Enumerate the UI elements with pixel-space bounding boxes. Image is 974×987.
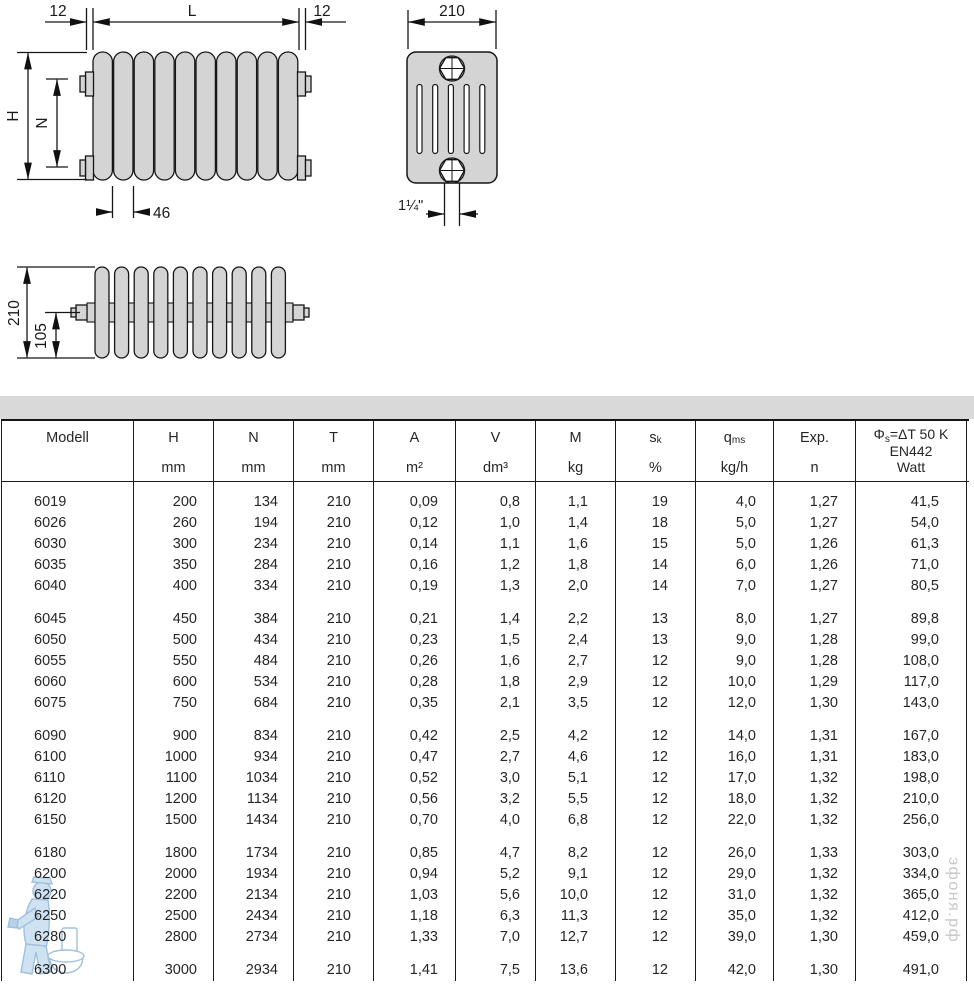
table-row (1, 555, 969, 576)
model-cell: 6100 (1, 747, 134, 768)
value-cell: 3,2 (456, 789, 536, 810)
value-cell: 0,56 (374, 789, 456, 810)
unit-t: mm (294, 454, 374, 481)
value-cell: 17,0 (696, 768, 774, 789)
table-row (1, 948, 969, 981)
table-row (1, 810, 969, 831)
value-cell: 29,0 (696, 864, 774, 885)
value-cell: 1,26 (774, 555, 856, 576)
value-cell: 1,32 (774, 906, 856, 927)
unit-m: kg (536, 454, 616, 481)
value-cell: 6,3 (456, 906, 536, 927)
model-cell: 6090 (1, 714, 134, 747)
value-cell: 13 (616, 597, 696, 630)
model-cell: 6060 (1, 672, 134, 693)
value-cell: 13 (616, 630, 696, 651)
value-cell: 2,7 (456, 747, 536, 768)
model-cell: 6110 (1, 768, 134, 789)
value-cell: 3,0 (456, 768, 536, 789)
front-view-diagram (5, 3, 346, 222)
value-cell: 12 (616, 693, 696, 714)
value-cell: 1,8 (536, 555, 616, 576)
site-watermark: эфоня.рф (945, 857, 962, 944)
value-cell: 210 (294, 927, 374, 948)
value-cell: 42,0 (696, 948, 774, 981)
value-cell: 1,4 (536, 513, 616, 534)
table-body (1, 482, 969, 981)
value-cell: 1734 (214, 831, 294, 864)
value-cell: 210 (294, 672, 374, 693)
value-cell: 1,1 (536, 482, 616, 513)
value-cell: 2000 (134, 864, 214, 885)
dim-label-L: L (187, 3, 197, 20)
value-cell: 350 (134, 555, 214, 576)
value-cell: 1,03 (374, 885, 456, 906)
table-row (1, 672, 969, 693)
value-cell: 0,28 (374, 672, 456, 693)
value-cell: 334 (214, 576, 294, 597)
value-cell: 117,0 (856, 672, 967, 693)
model-cell: 6040 (1, 576, 134, 597)
value-cell: 14,0 (696, 714, 774, 747)
spec-table (1, 419, 969, 981)
model-cell: 6050 (1, 630, 134, 651)
value-cell: 1,29 (774, 672, 856, 693)
value-cell: 384 (214, 597, 294, 630)
value-cell: 41,5 (856, 482, 967, 513)
value-cell: 1,6 (536, 534, 616, 555)
value-cell: 1,26 (774, 534, 856, 555)
value-cell: 1,28 (774, 630, 856, 651)
value-cell: 6,0 (696, 555, 774, 576)
table-row (1, 534, 969, 555)
table-header (1, 421, 969, 482)
value-cell: 1,27 (774, 513, 856, 534)
value-cell: 1800 (134, 831, 214, 864)
value-cell: 0,09 (374, 482, 456, 513)
value-cell: 1100 (134, 768, 214, 789)
value-cell: 750 (134, 693, 214, 714)
value-cell: 2934 (214, 948, 294, 981)
value-cell: 1,18 (374, 906, 456, 927)
value-cell: 210 (294, 513, 374, 534)
value-cell: 2,5 (456, 714, 536, 747)
value-cell: 210 (294, 482, 374, 513)
table-row (1, 789, 969, 810)
value-cell: 8,2 (536, 831, 616, 864)
value-cell: 11,3 (536, 906, 616, 927)
value-cell: 167,0 (856, 714, 967, 747)
value-cell: 71,0 (856, 555, 967, 576)
value-cell: 8,0 (696, 597, 774, 630)
value-cell: 1,30 (774, 693, 856, 714)
model-cell: 6300 (1, 948, 134, 981)
value-cell: 210 (294, 597, 374, 630)
value-cell: 2,7 (536, 651, 616, 672)
dim-label-210-side: 210 (439, 3, 465, 20)
value-cell: 1,2 (456, 555, 536, 576)
table-row (1, 576, 969, 597)
value-cell: 12 (616, 864, 696, 885)
value-cell: 15 (616, 534, 696, 555)
hex-plug-top (440, 56, 465, 81)
header-a: A (374, 421, 456, 454)
unit-h: mm (134, 454, 214, 481)
dim-label-N: N (34, 117, 51, 129)
value-cell: 600 (134, 672, 214, 693)
value-cell: 16,0 (696, 747, 774, 768)
value-cell: 1000 (134, 747, 214, 768)
value-cell: 194 (214, 513, 294, 534)
value-cell: 0,21 (374, 597, 456, 630)
header-h: H (134, 421, 214, 454)
value-cell: 0,94 (374, 864, 456, 885)
header-t: T (294, 421, 374, 454)
top-view-body (71, 267, 309, 358)
model-cell: 6250 (1, 906, 134, 927)
value-cell: 434 (214, 630, 294, 651)
value-cell: 303,0 (856, 831, 967, 864)
value-cell: 7,5 (456, 948, 536, 981)
value-cell: 12,7 (536, 927, 616, 948)
value-cell: 12,0 (696, 693, 774, 714)
unit-a: m² (374, 454, 456, 481)
unit-v: dm³ (456, 454, 536, 481)
value-cell: 256,0 (856, 810, 967, 831)
value-cell: 0,16 (374, 555, 456, 576)
value-cell: 210 (294, 810, 374, 831)
value-cell: 1034 (214, 768, 294, 789)
value-cell: 26,0 (696, 831, 774, 864)
value-cell: 10,0 (696, 672, 774, 693)
value-cell: 210 (294, 948, 374, 981)
value-cell: 412,0 (856, 906, 967, 927)
value-cell: 210 (294, 534, 374, 555)
value-cell: 12 (616, 789, 696, 810)
value-cell: 12 (616, 672, 696, 693)
value-cell: 210 (294, 885, 374, 906)
value-cell: 2,1 (456, 693, 536, 714)
unit-qms: kg/h (696, 454, 774, 481)
value-cell: 99,0 (856, 630, 967, 651)
value-cell: 0,70 (374, 810, 456, 831)
value-cell: 684 (214, 693, 294, 714)
value-cell: 1,30 (774, 927, 856, 948)
table-row (1, 927, 969, 948)
header-exp: Exp. (774, 421, 856, 454)
value-cell: 0,26 (374, 651, 456, 672)
value-cell: 0,85 (374, 831, 456, 864)
value-cell: 210 (294, 906, 374, 927)
value-cell: 5,0 (696, 513, 774, 534)
value-cell: 6,8 (536, 810, 616, 831)
value-cell: 0,19 (374, 576, 456, 597)
table-row (1, 597, 969, 630)
value-cell: 5,2 (456, 864, 536, 885)
value-cell: 12 (616, 651, 696, 672)
dim-label-210-top: 210 (6, 300, 23, 326)
value-cell: 1,28 (774, 651, 856, 672)
table-row (1, 885, 969, 906)
value-cell: 143,0 (856, 693, 967, 714)
table-row (1, 513, 969, 534)
model-cell: 6150 (1, 810, 134, 831)
value-cell: 300 (134, 534, 214, 555)
value-cell: 2,9 (536, 672, 616, 693)
value-cell: 1,32 (774, 864, 856, 885)
value-cell: 459,0 (856, 927, 967, 948)
value-cell: 1434 (214, 810, 294, 831)
value-cell: 12 (616, 714, 696, 747)
dim-label-46: 46 (153, 205, 171, 222)
value-cell: 1,32 (774, 885, 856, 906)
unit-sk: % (616, 454, 696, 481)
value-cell: 1,32 (774, 789, 856, 810)
value-cell: 80,5 (856, 576, 967, 597)
value-cell: 13,6 (536, 948, 616, 981)
value-cell: 1500 (134, 810, 214, 831)
value-cell: 210 (294, 768, 374, 789)
model-cell: 6220 (1, 885, 134, 906)
value-cell: 2134 (214, 885, 294, 906)
value-cell: 9,0 (696, 651, 774, 672)
value-cell: 210 (294, 630, 374, 651)
value-cell: 7,0 (696, 576, 774, 597)
model-cell: 6280 (1, 927, 134, 948)
value-cell: 900 (134, 714, 214, 747)
table-row (1, 693, 969, 714)
dim-label-105: 105 (33, 323, 50, 349)
value-cell: 19 (616, 482, 696, 513)
value-cell: 450 (134, 597, 214, 630)
value-cell: 0,12 (374, 513, 456, 534)
value-cell: 0,42 (374, 714, 456, 747)
value-cell: 12 (616, 747, 696, 768)
table-row (1, 906, 969, 927)
model-cell: 6075 (1, 693, 134, 714)
value-cell: 31,0 (696, 885, 774, 906)
model-cell: 6045 (1, 597, 134, 630)
value-cell: 4,0 (456, 810, 536, 831)
value-cell: 1,33 (774, 831, 856, 864)
value-cell: 0,14 (374, 534, 456, 555)
value-cell: 1,3 (456, 576, 536, 597)
value-cell: 500 (134, 630, 214, 651)
value-cell: 2,2 (536, 597, 616, 630)
value-cell: 1134 (214, 789, 294, 810)
value-cell: 9,0 (696, 630, 774, 651)
value-cell: 54,0 (856, 513, 967, 534)
header-n: N (214, 421, 294, 454)
value-cell: 12 (616, 885, 696, 906)
value-cell: 12 (616, 927, 696, 948)
value-cell: 18 (616, 513, 696, 534)
header-qms: q ms (696, 421, 774, 454)
value-cell: 7,0 (456, 927, 536, 948)
header-sk: s k (616, 421, 696, 454)
dim-label-12-left: 12 (49, 3, 67, 20)
value-cell: 134 (214, 482, 294, 513)
model-cell: 6120 (1, 789, 134, 810)
watt-unit: Watt (896, 458, 926, 475)
value-cell: 1,30 (774, 948, 856, 981)
value-cell: 1,27 (774, 597, 856, 630)
value-cell: 1,6 (456, 651, 536, 672)
dim-label-pipe: 1¼" (398, 198, 424, 214)
value-cell: 14 (616, 576, 696, 597)
watt-formula: $\Phi_s=\Delta T$ 50 K (873, 425, 949, 445)
value-cell: 834 (214, 714, 294, 747)
value-cell: 1934 (214, 864, 294, 885)
value-cell: 1,5 (456, 630, 536, 651)
value-cell: 1,0 (456, 513, 536, 534)
value-cell: 934 (214, 747, 294, 768)
table-row (1, 482, 969, 513)
value-cell: 2,0 (536, 576, 616, 597)
value-cell: 4,2 (536, 714, 616, 747)
table-row (1, 768, 969, 789)
value-cell: 1,4 (456, 597, 536, 630)
model-cell: 6030 (1, 534, 134, 555)
table-row (1, 864, 969, 885)
value-cell: 4,7 (456, 831, 536, 864)
value-cell: 198,0 (856, 768, 967, 789)
value-cell: 0,8 (456, 482, 536, 513)
technical-drawings (0, 0, 974, 396)
value-cell: 1,1 (456, 534, 536, 555)
value-cell: 234 (214, 534, 294, 555)
value-cell: 365,0 (856, 885, 967, 906)
value-cell: 5,5 (536, 789, 616, 810)
value-cell: 210 (294, 651, 374, 672)
table-row (1, 651, 969, 672)
value-cell: 550 (134, 651, 214, 672)
value-cell: 534 (214, 672, 294, 693)
value-cell: 61,3 (856, 534, 967, 555)
value-cell: 210 (294, 831, 374, 864)
value-cell: 210 (294, 555, 374, 576)
value-cell: 484 (214, 651, 294, 672)
value-cell: 14 (616, 555, 696, 576)
dim-label-12-right: 12 (313, 3, 331, 20)
unit-n: mm (214, 454, 294, 481)
value-cell: 5,6 (456, 885, 536, 906)
value-cell: 210 (294, 747, 374, 768)
value-cell: 3,5 (536, 693, 616, 714)
value-cell: 9,1 (536, 864, 616, 885)
top-view-diagram (6, 267, 309, 358)
value-cell: 183,0 (856, 747, 967, 768)
value-cell: 400 (134, 576, 214, 597)
value-cell: 260 (134, 513, 214, 534)
value-cell: 2,4 (536, 630, 616, 651)
value-cell: 1,8 (456, 672, 536, 693)
radiator-sections (93, 52, 298, 180)
value-cell: 210 (294, 864, 374, 885)
value-cell: 334,0 (856, 864, 967, 885)
value-cell: 0,47 (374, 747, 456, 768)
header-modell: Modell (1, 421, 134, 454)
value-cell: 210 (294, 576, 374, 597)
side-view-diagram (398, 3, 497, 226)
value-cell: 2200 (134, 885, 214, 906)
watt-norm: EN442 (889, 443, 933, 460)
value-cell: 1,31 (774, 747, 856, 768)
value-cell: 210 (294, 714, 374, 747)
model-cell: 6019 (1, 482, 134, 513)
hex-plug-bottom (440, 158, 465, 183)
value-cell: 0,52 (374, 768, 456, 789)
unit-modell (1, 454, 134, 481)
model-cell: 6035 (1, 555, 134, 576)
value-cell: 2734 (214, 927, 294, 948)
value-cell: 108,0 (856, 651, 967, 672)
value-cell: 39,0 (696, 927, 774, 948)
dim-label-H: H (5, 110, 22, 122)
value-cell: 491,0 (856, 948, 967, 981)
value-cell: 0,35 (374, 693, 456, 714)
value-cell: 1,41 (374, 948, 456, 981)
value-cell: 10,0 (536, 885, 616, 906)
unit-exp: n (774, 454, 856, 481)
value-cell: 0,23 (374, 630, 456, 651)
table-row (1, 747, 969, 768)
section-header-band (0, 396, 974, 419)
value-cell: 2500 (134, 906, 214, 927)
value-cell: 12 (616, 906, 696, 927)
value-cell: 12 (616, 768, 696, 789)
value-cell: 1,32 (774, 810, 856, 831)
value-cell: 3000 (134, 948, 214, 981)
value-cell: 12 (616, 948, 696, 981)
value-cell: 5,0 (696, 534, 774, 555)
table-row (1, 714, 969, 747)
value-cell: 210 (294, 693, 374, 714)
value-cell: 284 (214, 555, 294, 576)
value-cell: 5,1 (536, 768, 616, 789)
value-cell: 1,31 (774, 714, 856, 747)
model-cell: 6026 (1, 513, 134, 534)
model-cell: 6180 (1, 831, 134, 864)
header-m: M (536, 421, 616, 454)
table-row (1, 831, 969, 864)
value-cell: 4,6 (536, 747, 616, 768)
value-cell: 210,0 (856, 789, 967, 810)
value-cell: 200 (134, 482, 214, 513)
value-cell: 1,27 (774, 576, 856, 597)
header-v: V (456, 421, 536, 454)
value-cell: 89,8 (856, 597, 967, 630)
value-cell: 2434 (214, 906, 294, 927)
value-cell: 1200 (134, 789, 214, 810)
value-cell: 1,33 (374, 927, 456, 948)
table-row (1, 630, 969, 651)
value-cell: 35,0 (696, 906, 774, 927)
value-cell: 12 (616, 831, 696, 864)
value-cell: 12 (616, 810, 696, 831)
value-cell: 22,0 (696, 810, 774, 831)
value-cell: 210 (294, 789, 374, 810)
model-cell: 6200 (1, 864, 134, 885)
value-cell: 4,0 (696, 482, 774, 513)
header-watt (856, 421, 967, 481)
model-cell: 6055 (1, 651, 134, 672)
value-cell: 1,32 (774, 768, 856, 789)
value-cell: 1,27 (774, 482, 856, 513)
value-cell: 2800 (134, 927, 214, 948)
value-cell: 18,0 (696, 789, 774, 810)
